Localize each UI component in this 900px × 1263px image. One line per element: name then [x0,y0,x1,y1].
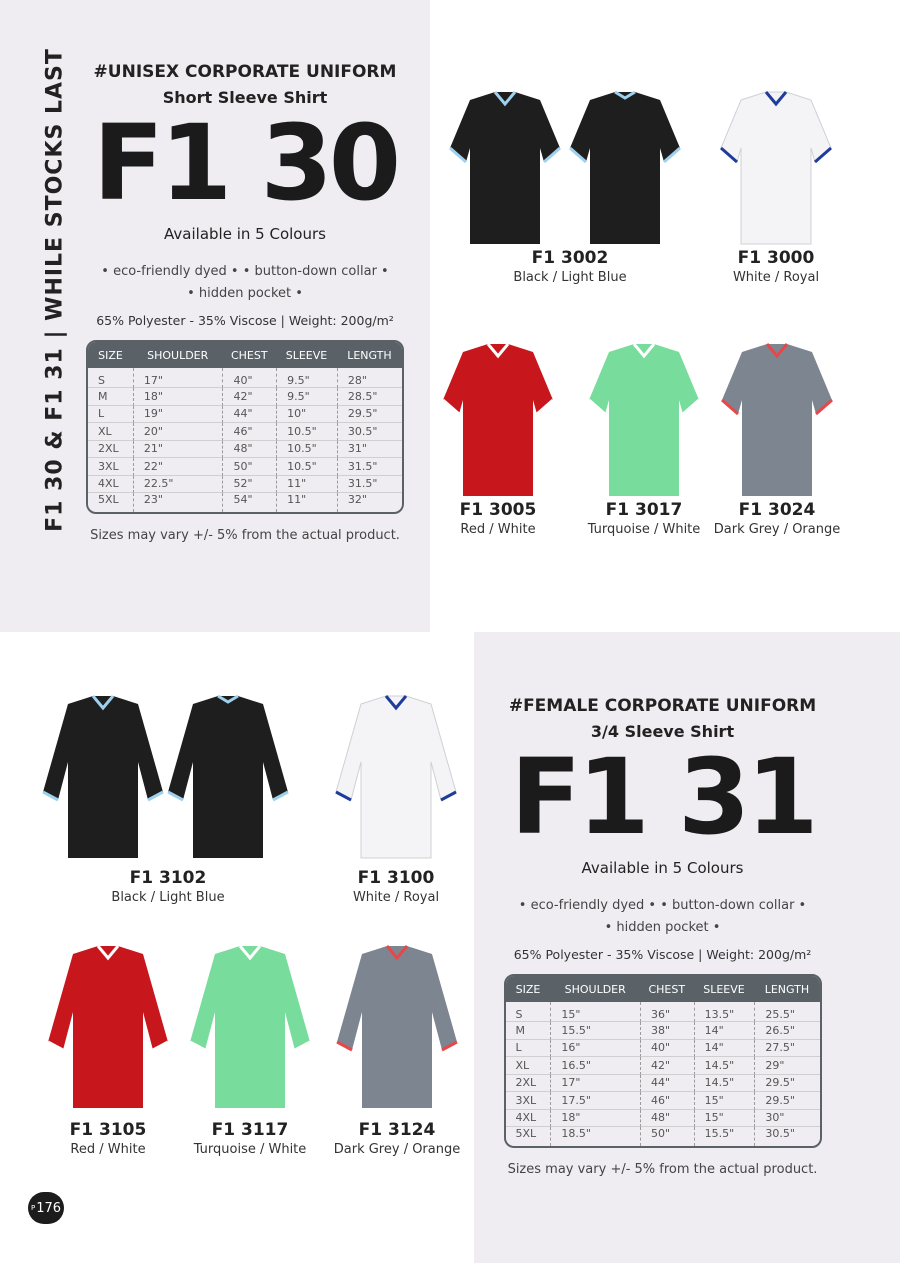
table-cell: 48" [640,1110,694,1128]
table-header-cell: SIZE [506,976,551,1002]
table-cell: 18" [133,388,223,406]
product-colour: Red / White [70,1142,146,1157]
product-code: F1 3000 [737,248,815,268]
table-cell: 17.5" [550,1092,640,1110]
product-f1-3117[interactable] [170,942,330,1157]
table-cell: 5XL [515,1127,537,1140]
product-code: F1 3024 [738,500,816,520]
table-cell: 17" [550,1075,640,1093]
f131-info-block [490,696,835,1177]
table-cell: 29.5" [754,1092,819,1110]
f130-kicker: #UNISEX CORPORATE UNIFORM [93,62,397,82]
table-cell: S [88,368,133,388]
table-cell: 14.5" [694,1075,755,1093]
table-cell: L [88,406,133,424]
table-row [88,423,402,441]
shirt-image [697,340,857,500]
table-cell: 16.5" [550,1057,640,1075]
table-header-cell: LENGTH [337,342,402,368]
table-cell: 26.5" [754,1022,819,1040]
product-f1-3000[interactable] [696,88,856,285]
table-row [88,493,402,512]
product-code: F1 3005 [459,500,537,520]
table-row [506,1110,820,1128]
table-cell: 15.5" [550,1022,640,1040]
shirt-image [38,692,298,868]
table-cell: 22" [133,458,223,476]
product-f1-3102[interactable] [38,692,298,905]
product-colour: White / Royal [352,890,440,905]
table-cell: 30" [754,1110,819,1128]
shirt-front-icon [450,92,560,244]
table-cell: 2XL [506,1075,551,1093]
table-cell: 31" [337,441,402,459]
table-cell: 14.5" [694,1057,755,1075]
product-code: F1 3100 [357,868,435,888]
table-header-row [88,342,402,368]
product-f1-3100[interactable] [316,692,476,905]
table-cell: 48" [222,441,276,459]
table-cell: XL [506,1057,551,1075]
table-cell: 11" [276,476,337,494]
table-row [506,1057,820,1075]
table-cell: 19" [133,406,223,424]
table-cell: 50" [222,458,276,476]
f130-info-block [70,62,420,543]
f131-size-note: Sizes may vary +/- 5% from the actual product. [507,1162,818,1177]
table-row [506,1002,820,1022]
f130-features-line1: • eco-friendly dyed • • button-down collar • [101,264,389,279]
table-cell: 15" [694,1092,755,1110]
product-code: F1 3105 [69,1120,147,1140]
table-cell: 17" [133,368,223,388]
shirt-image [418,340,578,500]
product-f1-3002[interactable] [440,88,700,285]
table-cell: 29.5" [754,1075,819,1093]
table-cell: S [506,1002,551,1022]
product-f1-3005[interactable] [418,340,578,537]
f130-features [70,261,420,305]
shirt-back-icon [168,696,288,858]
table-row [88,368,402,388]
product-colour: Dark Grey / Orange [713,522,841,537]
table-row [506,1022,820,1040]
table-cell: 10.5" [276,458,337,476]
table-cell: 13.5" [694,1002,755,1022]
table-row [506,1040,820,1058]
product-code: F1 3124 [358,1120,436,1140]
product-colour: White / Royal [732,270,820,285]
table-cell: 2XL [88,441,133,459]
f130-material: 65% Polyester - 35% Viscose | Weight: 200g/m² [96,313,394,328]
f131-features [490,895,835,939]
shirt-front-icon [336,696,456,858]
f131-features-line1: • eco-friendly dyed • • button-down collar • [518,898,807,913]
table-cell: 25.5" [754,1002,819,1022]
table-cell: 15.5" [694,1127,755,1146]
table-header-cell: SIZE [88,342,133,368]
product-f1-3105[interactable] [28,942,188,1157]
product-colour: Black / Light Blue [111,890,225,905]
table-row [88,406,402,424]
table-row [88,458,402,476]
f131-model-number: F1 31 [510,736,815,858]
table-header-cell: SHOULDER [133,342,223,368]
f131-available-colours: Available in 5 Colours [581,859,744,877]
table-cell: XL [88,423,133,441]
table-header-cell: CHEST [222,342,276,368]
shirt-front-icon [589,344,699,496]
table-row [506,1092,820,1110]
table-cell: 16" [550,1040,640,1058]
table-cell: 54" [222,493,276,512]
product-colour: Dark Grey / Orange [333,1142,461,1157]
product-colour: Turquoise / White [193,1142,307,1157]
shirt-front-icon [722,344,832,496]
table-cell: 10" [276,406,337,424]
product-f1-3024[interactable] [697,340,857,537]
table-row [506,1075,820,1093]
table-cell: 46" [640,1092,694,1110]
table-cell: 10.5" [276,423,337,441]
shirt-image [440,88,700,248]
table-cell: 22.5" [133,476,223,494]
product-f1-3124[interactable] [317,942,477,1157]
table-cell: 50" [640,1127,694,1146]
page-number: 176 [36,1200,62,1216]
f131-kicker: #FEMALE CORPORATE UNIFORM [508,696,817,716]
table-cell: 3XL [88,458,133,476]
table-cell: 32" [337,493,402,512]
shirt-front-icon [43,696,163,858]
product-code: F1 3017 [605,500,683,520]
table-cell: 30.5" [754,1127,819,1146]
product-colour: Red / White [460,522,536,537]
table-cell: 23" [133,493,223,512]
shirt-back-icon [570,92,680,244]
table-cell: 14" [694,1022,755,1040]
shirt-front-icon [337,946,457,1108]
table-cell: 18.5" [550,1127,640,1146]
shirt-image [317,942,477,1120]
table-header-cell: SHOULDER [550,976,640,1002]
product-code: F1 3002 [531,248,609,268]
table-cell: 3XL [506,1092,551,1110]
table-cell: 42" [640,1057,694,1075]
table-cell: 42" [222,388,276,406]
table-cell: 46" [222,423,276,441]
table-cell: 14" [694,1040,755,1058]
table-header-row [506,976,820,1002]
table-cell: 9.5" [276,388,337,406]
page-prefix: P [30,1204,36,1212]
table-cell: 40" [222,368,276,388]
table-cell: 15" [694,1110,755,1128]
shirt-image [28,942,188,1120]
table-row [506,1127,820,1146]
table-cell: 21" [133,441,223,459]
f130-available-colours: Available in 5 Colours [164,225,326,243]
table-cell: 52" [222,476,276,494]
table-cell: 11" [276,493,337,512]
f130-subtitle: Short Sleeve Shirt [162,88,328,107]
product-colour: Turquoise / White [587,522,701,537]
table-cell: L [506,1040,551,1058]
f130-size-note: Sizes may vary +/- 5% from the actual product. [90,528,400,543]
table-header-cell: CHEST [640,976,694,1002]
table-header-cell: SLEEVE [694,976,755,1002]
table-cell: 28" [337,368,402,388]
table-cell: 40" [640,1040,694,1058]
vertical-side-label: F1 30 & F1 31 | WHILE STOCKS LAST [42,48,68,532]
table-cell: 15" [550,1002,640,1022]
shirt-front-icon [48,946,168,1108]
product-code: F1 3117 [211,1120,289,1140]
table-header-cell: SLEEVE [276,342,337,368]
table-row [88,388,402,406]
table-cell: 18" [550,1110,640,1128]
product-code: F1 3102 [129,868,207,888]
table-cell: 38" [640,1022,694,1040]
f130-features-line2: • hidden pocket • [187,286,303,301]
table-cell: 44" [640,1075,694,1093]
f131-features-line2: • hidden pocket • [604,920,721,935]
table-cell: 9.5" [276,368,337,388]
table-cell: 4XL [88,476,133,494]
table-header-cell: LENGTH [754,976,819,1002]
table-cell: 44" [222,406,276,424]
table-cell: 4XL [506,1110,551,1128]
table-cell: 36" [640,1002,694,1022]
table-row [88,476,402,494]
shirt-front-icon [443,344,553,496]
f131-material: 65% Polyester - 35% Viscose | Weight: 200g/m² [513,947,812,962]
table-cell: M [506,1022,551,1040]
table-cell: 20" [133,423,223,441]
product-colour: Black / Light Blue [513,270,627,285]
page-number-badge [28,1192,64,1224]
f130-model-number: F1 30 [92,102,398,224]
table-cell: 31.5" [337,476,402,494]
shirt-image [316,692,476,868]
shirt-front-icon [721,92,831,244]
table-cell: 30.5" [337,423,402,441]
table-cell: 27.5" [754,1040,819,1058]
table-cell: 28.5" [337,388,402,406]
f130-size-table [86,340,404,514]
table-cell: 29" [754,1057,819,1075]
shirt-front-icon [190,946,310,1108]
table-cell: M [88,388,133,406]
shirt-image [170,942,330,1120]
table-cell: 5XL [98,493,119,506]
f131-subtitle: 3/4 Sleeve Shirt [590,722,735,741]
shirt-image [696,88,856,248]
table-cell: 31.5" [337,458,402,476]
f131-size-table [504,974,822,1148]
table-cell: 29.5" [337,406,402,424]
table-cell: 10.5" [276,441,337,459]
table-row [88,441,402,459]
